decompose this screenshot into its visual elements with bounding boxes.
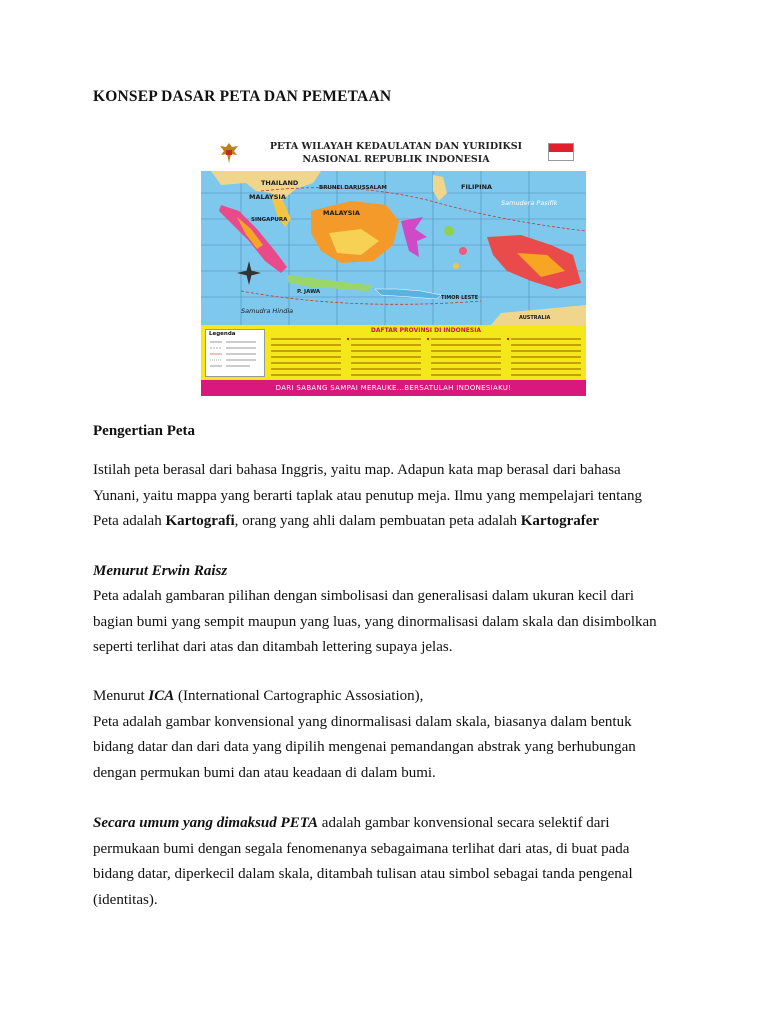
paragraph-erwin [93, 584, 693, 661]
paragraph-line: dengan permukan bumi dan atau keadaan di dalam bumi. [93, 764, 436, 781]
legend-box-title: Legenda [209, 331, 236, 337]
legend-title: DAFTAR PROVINSI DI INDONESIA [370, 327, 482, 334]
map-banner-text: DARI SABANG SAMPAI MERAUKE...BERSATULAH INDONESIAKU! [275, 384, 512, 392]
map-banner [201, 380, 586, 396]
map-label-malaysia-west: MALAYSIA [249, 193, 286, 201]
indonesia-map-image [201, 135, 586, 396]
paragraph-line [93, 509, 693, 535]
paragraph-line: Peta adalah gambar konvensional yang dinormalisasi dalam skala, biasanya dalam bentuk [93, 713, 632, 730]
map-legend [201, 325, 586, 380]
text-run: adalah gambar konvensional secara selektif dari [318, 815, 610, 831]
paragraph-definition [93, 458, 693, 535]
map-label-singapura: SINGAPURA [251, 217, 288, 223]
term-ica: ICA [148, 688, 175, 704]
legend-symbols [206, 338, 262, 374]
text-run: Peta adalah [93, 513, 166, 529]
paragraph-umum [93, 811, 693, 913]
paragraph-line: Yunani, yaitu mappa yang berarti taplak atau penutup meja. Ilmu yang mempelajari tentang [93, 487, 642, 504]
paragraph-line: (identitas). [93, 891, 158, 908]
paragraph-line: Peta adalah gambaran pilihan dengan simbolisasi dan generalisasi dalam ukuran kecil dari [93, 588, 635, 604]
document-title: KONSEP DASAR PETA DAN PEMETAAN [93, 88, 392, 105]
map-label-thailand: THAILAND [261, 179, 299, 187]
map-label-jawa: P. JAWA [297, 289, 321, 295]
province-list [271, 336, 583, 378]
text-run: Menurut [93, 688, 149, 704]
map-heading-line1: PETA WILAYAH KEDAULATAN DAN YURIDIKSI [269, 141, 523, 152]
map-label-timor-leste: TIMOR LESTE [441, 295, 479, 301]
map-heading [201, 135, 586, 171]
section-heading: Pengertian Peta [93, 423, 196, 439]
paragraph-line: bagian bumi yang sempit maupun yang luas, yang dinormalisasi dalam skala dan disimbolkan [93, 613, 657, 630]
map-label-samudera-pasifik: Samudera Pasifik [501, 199, 558, 207]
paragraph-line: bidang datar dan dari data yang dipilih mengenai pemandangan abstrak yang berhubungan [93, 739, 636, 755]
indonesian-flag-icon [548, 143, 574, 161]
map-heading-line2: NASIONAL REPUBLIK INDONESIA [302, 154, 490, 165]
paragraph-line: Istilah peta berasal dari bahasa Inggris, yaitu map. Adapun kata map berasal dari bahasa [93, 462, 621, 478]
text-run: (International Cartographic Assosiation), [174, 688, 424, 704]
map-label-samudra-hindia: Samudra Hindia [241, 307, 294, 315]
map-label-brunei: BRUNEI DARUSSALAM [319, 185, 387, 191]
map-label-filipina: FILIPINA [461, 183, 493, 191]
garuda-emblem-icon [218, 141, 240, 165]
map-label-australia: AUSTRALIA [519, 315, 551, 321]
term-kartografer: Kartografer [520, 513, 600, 529]
paragraph-line [93, 811, 693, 837]
legend-box [205, 329, 265, 377]
term-kartografi: Kartografi [165, 513, 235, 529]
paragraph-line: bidang datar, diperkecil dalam skala, ditambah tulisan atau simbol sebagai tanda pengenal [93, 866, 633, 882]
subheading-erwin-raisz: Menurut Erwin Raisz [93, 563, 228, 579]
paragraph-ica [93, 684, 693, 786]
map-label-malaysia-east: MALAYSIA [323, 209, 360, 217]
term-peta: Secara umum yang dimaksud PETA [93, 815, 319, 831]
paragraph-line: seperti terlihat dari atas dan ditambah lettering supaya jelas. [93, 639, 453, 655]
paragraph-line [93, 684, 693, 710]
text-run: , orang yang ahli dalam pembuatan peta adalah [234, 513, 521, 529]
paragraph-line: permukaan bumi dengan segala fenomenanya sebagaimana terlihat dari atas, di buat pada [93, 840, 630, 857]
